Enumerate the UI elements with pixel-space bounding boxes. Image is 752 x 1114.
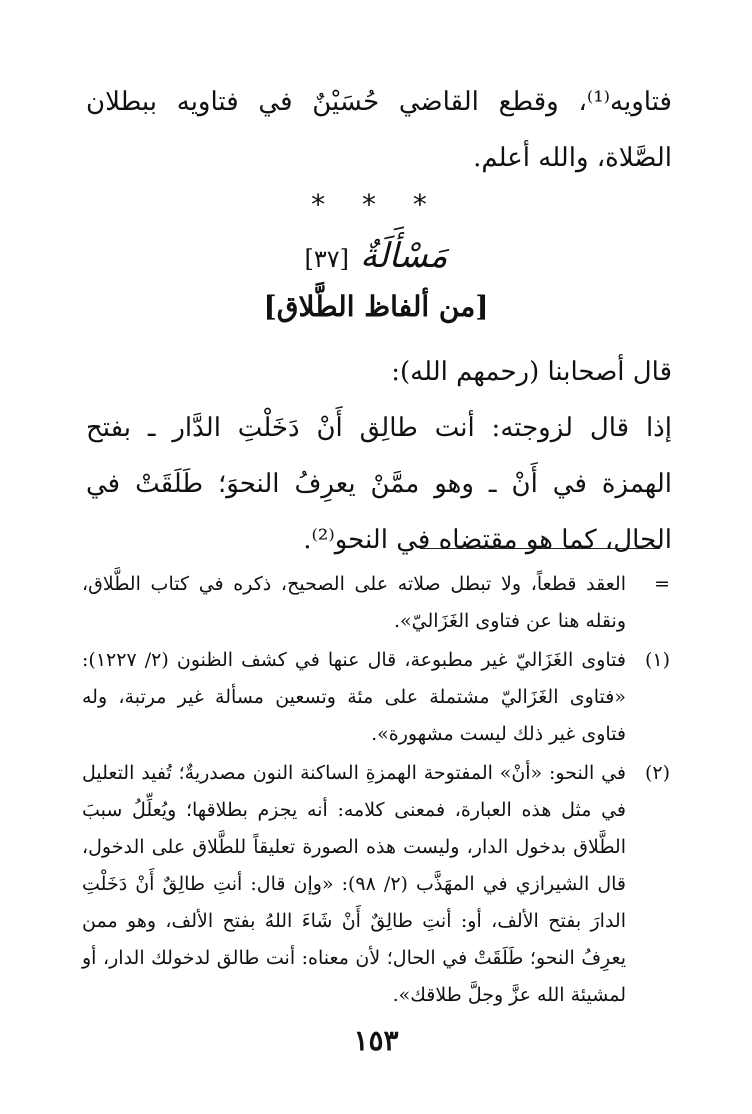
footnote-item [82,642,670,753]
footnote-text: العقد قطعاً، ولا تبطل صلاته على الصحيح، ذكره في كتاب الطَّلاق، ونقله هنا عن فتاوى الغَزَاليّ». [82,573,626,632]
footnote-mark: = [654,573,670,595]
footnote-item [82,566,670,640]
intro-text: فتاويه⁽¹⁾، وقطع القاضي حُسَيْنٌ في فتاويه ببطلان الصَّلاة، والله أعلم. [86,87,672,173]
footnote-divider [420,548,660,549]
body-paragraph-2: إذا قال لزوجته: أنت طالِق أَنْ دَخَلْتِ الدَّار ـ بفتح الهمزة في أَنْ ـ وهو ممَّنْ يعرِفُ النحوَ؛ طَلَقَتْ في الحال، كما هو مقتضاه في النحو⁽²⁾. [86,413,672,555]
footnotes [82,566,670,1016]
footnote-text: في النحو: «أنْ» المفتوحة الهمزةِ الساكنة النون مصدريةٌ؛ تُفيد التعليل في مثل هذه العبارة، فمعنى كلامه: أنه يجزم بطلاقها؛ ويُعلِّلُ سببَ الطَّلاق بدخول الدار، وليست هذه الصورة تعليقاً للطَّلاق على الدخول، قال الشيرازي في المهَذَّب (٢/ ٩٨): «وإن قال: أنتِ طالِقٌ أَنْ دَخَلْتِ الدارَ بفتح الألف، أو: أنتِ طالِقٌ أَنْ شَاءَ اللهُ بفتح الألف، وهو ممن يعرِفُ النحو؛ طَلَقَتْ في الحال؛ لأن معناه: أنت طالق لدخولك الدار، أو لمشيئة الله عزَّ وجلَّ طلاقك». [82,762,626,1006]
footnote-mark: (٢) [644,762,670,784]
footnote-item [82,755,670,1014]
masala-heading-number: [٣٧] [304,245,349,273]
intro-paragraph [86,74,672,186]
masala-heading-word: مَسْأَلَةٌ [360,236,448,276]
footnote-text: فتاوى الغَزَاليّ غير مطبوعة، قال عنها في كشف الظنون (٢/ ١٢٢٧): «فتاوى الغَزَاليّ مشتملة على مئة وتسعين مسألة غير مرتبة، وله فتاوى غير ذلك ليست مشهورة». [82,649,626,745]
section-separator-stars: * * * [311,188,441,221]
section-subtitle: [من ألفاظ الطَّلاق] [263,290,489,323]
masala-heading [0,236,752,276]
footnote-mark: (١) [644,649,670,671]
body-paragraph-1: قال أصحابنا (رحمهم الله): [391,357,672,387]
page-number: ١٥٣ [353,1024,399,1057]
body-text [86,344,672,568]
